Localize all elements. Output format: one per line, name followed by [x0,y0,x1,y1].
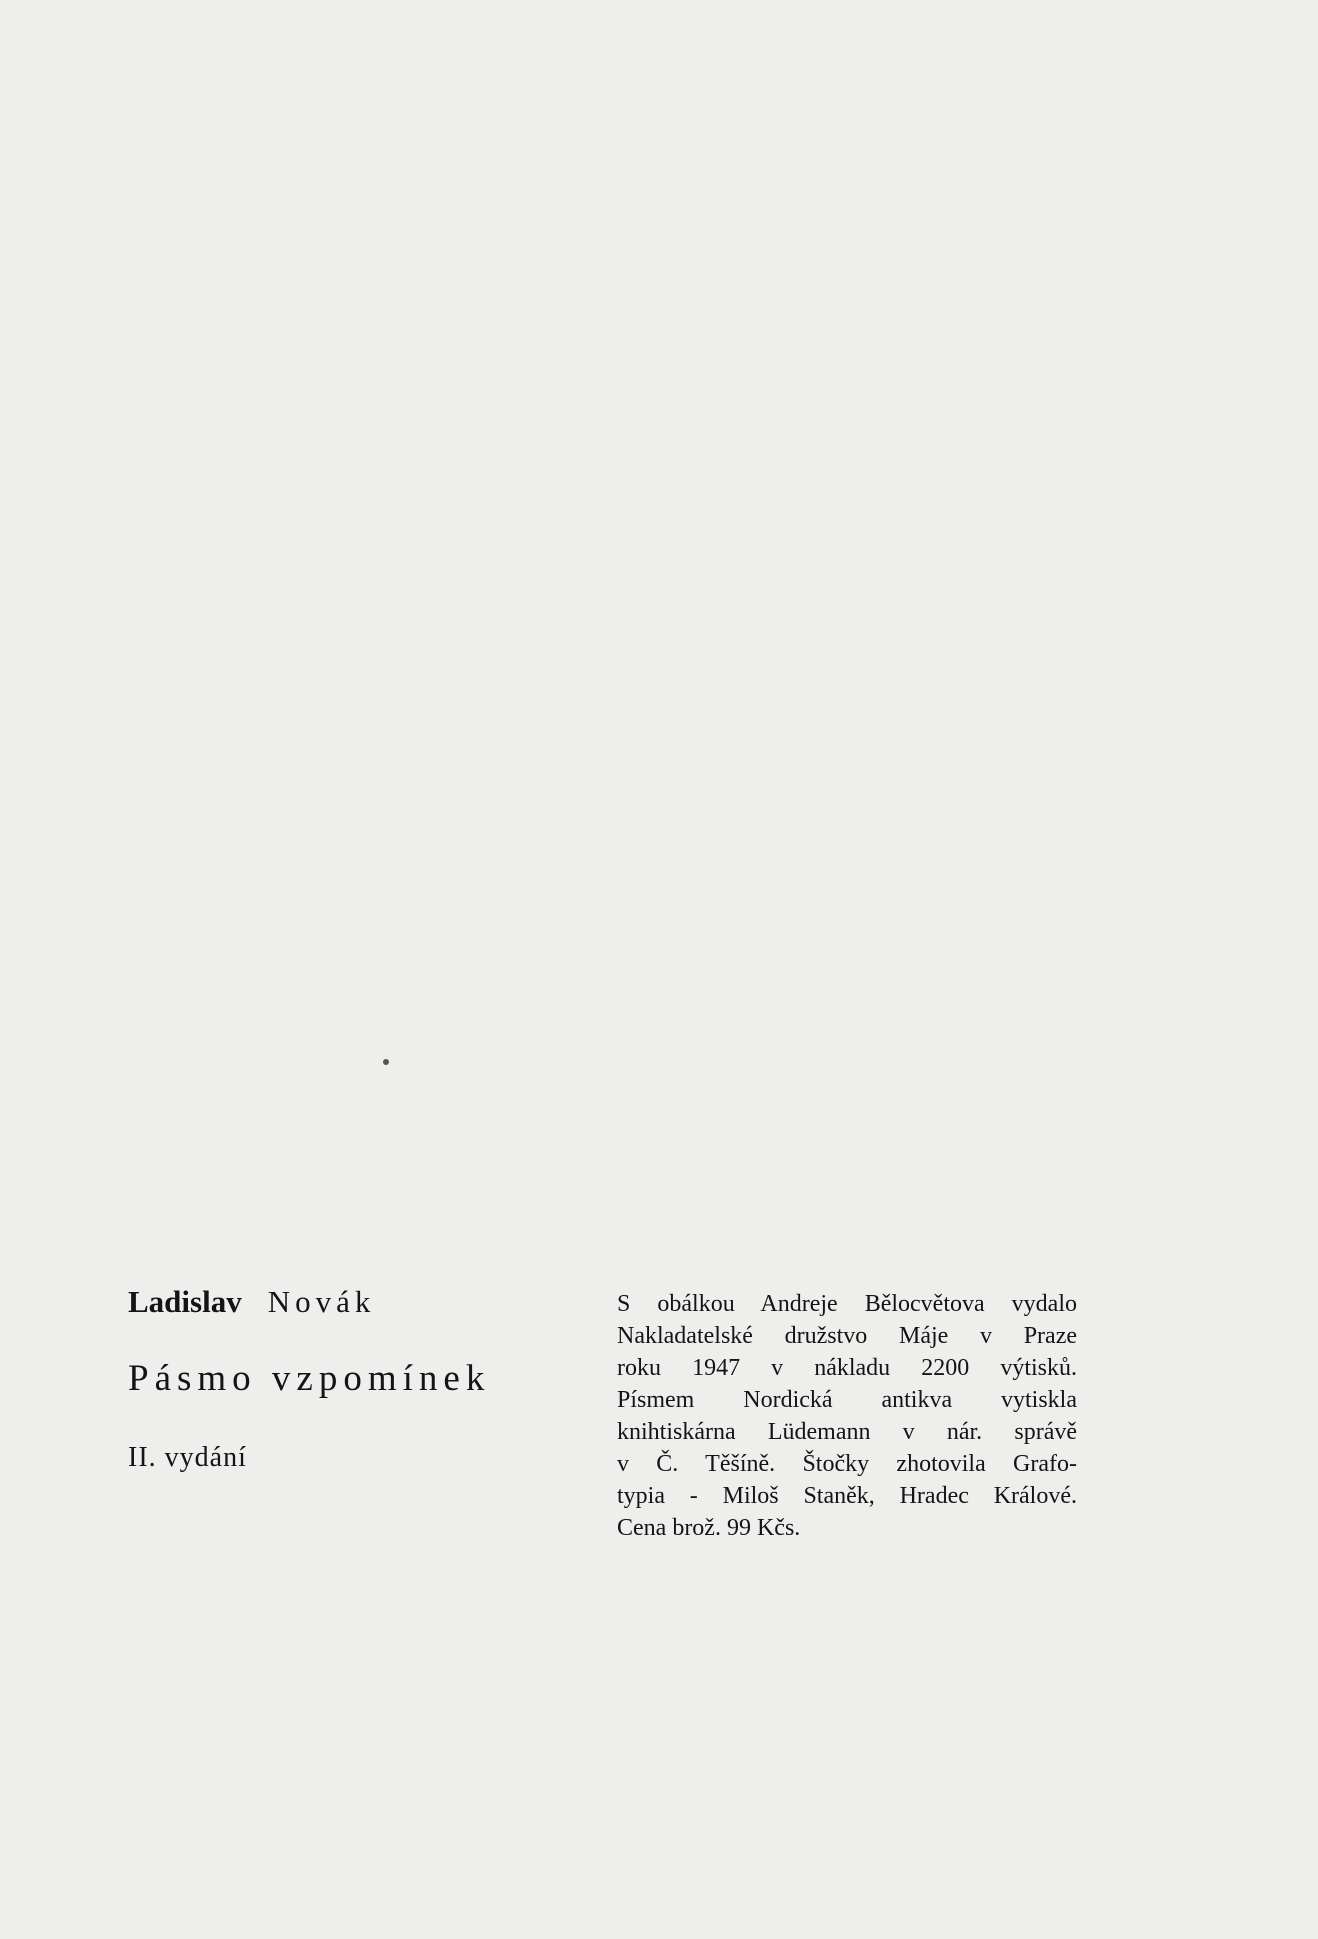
colophon-line: knihtiskárna Lüdemann v nár. správě [617,1419,1077,1445]
colophon-line: roku 1947 v nákladu 2200 výtisků. [617,1355,1077,1381]
author-name [128,1282,598,1322]
author-last-name: Novák [267,1284,376,1319]
colophon-line: Nakladatelské družstvo Máje v Praze [617,1323,1077,1349]
book-title: Pásmo vzpomínek [128,1358,491,1399]
author-first-name: Ladislav [128,1284,242,1319]
imprint-block [128,1282,598,1476]
colophon-line: S obálkou Andreje Bělocvětova vydalo [617,1291,1077,1317]
colophon-line: Cena brož. 99 Kčs. [617,1515,801,1541]
colophon-block [617,1288,1077,1544]
colophon-line: v Č. Těšíně. Štočky zhotovila Grafo- [617,1451,1077,1477]
paper-speck [383,1059,389,1065]
colophon-line: typia - Miloš Staněk, Hradec Králové. [617,1483,1077,1509]
colophon-line: Písmem Nordická antikva vytiskla [617,1387,1077,1413]
edition-label: II. vydání [128,1442,247,1473]
